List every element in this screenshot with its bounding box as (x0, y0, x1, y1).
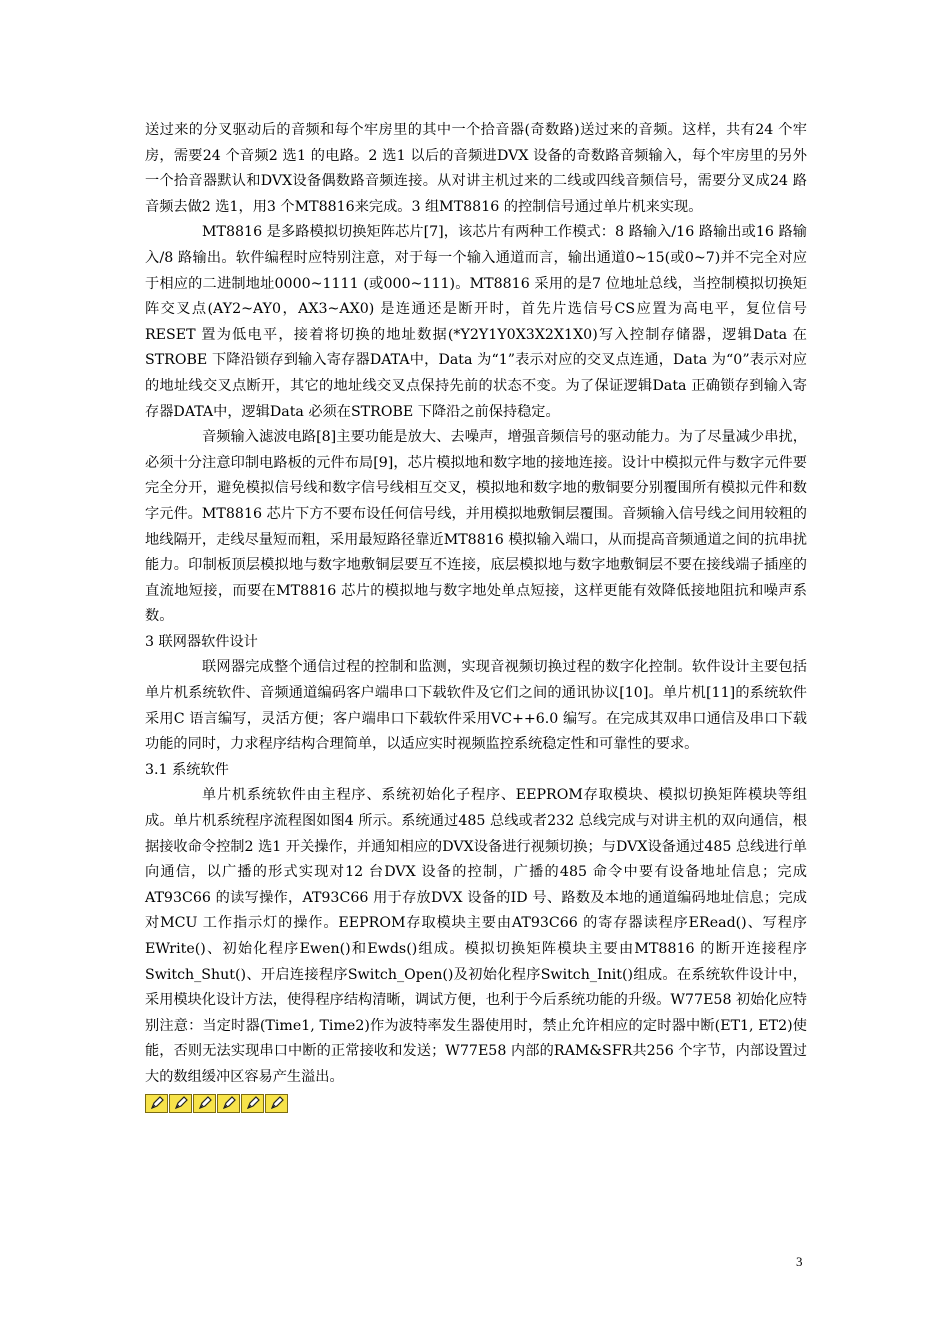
paragraph-3: 音频输入滤波电路[8]主要功能是放大、去噪声，增强音频信号的驱动能力。为了尽量减少串扰，必须十分注意印制电路板的元件布局[9]，芯片模拟地和数字地的接地连接。设计中模拟元件与数字元件要完全分开，避免模拟信号线和数字信号线相互交叉，模拟地和数字地的敷铜要分别覆围所有模拟元件和数字元件。MT8816 芯片下方不要布设任何信号线，并用模拟地敷铜层覆围。音频输入信号线之间用较粗的地线隔开，走线尽量短而粗，采用最短路径靠近MT8816 模拟输入端口，从而提高音频通道之间的抗串扰能力。印制板顶层模拟地与数字地敷铜层要互不连接，底层模拟地与数字地敷铜层不要在接线端子插座的直流地短接，而要在MT8816 芯片的模拟地与数字地处单点短接，这样更能有效降低接地阻抗和噪声系数。 (145, 429, 807, 625)
pen-icon (145, 1094, 168, 1113)
document-body (145, 118, 807, 1113)
paragraph-5: 单片机系统软件由主程序、系统初始化子程序、EEPROM存取模块、模拟切换矩阵模块等组成。单片机系统程序流程图如图4 所示。系统通过485 总线或者232 总线完成与对讲主机的双向通信，根据接收命令控制2 选1 开关操作，并通知相应的DVX设备进行视频切换；与DVX设备通过485 总线进行单向通信，以广播的形式实现对12 台DVX 设备的控制，广播的485 命令中要有设备地址信息；完成AT93C66 的读写操作，AT93C66 用于存放DVX 设备的ID 号、路数及本地的通道编码地址信息；完成对MCU 工作指示灯的操作。EEPROM存取模块主要由AT93C66 的寄存器读程序ERead()、写程序EWrite()、初始化程序Ewen()和Ewds()组成。模拟切换矩阵模块主要由MT8816 的断开连接程序Switch_Shut()、开启连接程序Switch_Open()及初始化程序Switch_Init()组成。在系统软件设计中，采用模块化设计方法，使得程序结构清晰，调试方便，也利于今后系统功能的升级。W77E58 初始化应特别注意：当定时器(Time1, Time2)作为波特率发生器使用时，禁止允许相应的定时器中断(ET1, ET2)使能，否则无法实现串口中断的正常接收和发送；W77E58 内部的RAM&SFR共256 个字节，内部设置过大的数组缓冲区容易产生溢出。 (145, 787, 807, 1085)
pen-icon (193, 1094, 216, 1113)
icon-strip (145, 1094, 807, 1113)
paragraph-1: 送过来的分叉驱动后的音频和每个牢房里的其中一个拾音器(奇数路)送过来的音频。这样，共有24 个牢房，需要24 个音频2 选1 的电路。2 选1 以后的音频进DVX 设备的奇数路音频输入，每个牢房里的另外一个拾音器默认和DVX设备偶数路音频连接。从对讲主机过来的二线或四线音频信号，需要分叉成24 路音频去做2 选1，用3 个MT8816来完成。3 组MT8816 的控制信号通过单片机来实现。 (145, 122, 807, 215)
pen-icon (265, 1094, 288, 1113)
section-heading-3: 3 联网器软件设计 (145, 633, 258, 650)
page-number: 3 (796, 1254, 803, 1269)
section-heading-3-1: 3.1 系统软件 (145, 761, 229, 778)
paragraph-4: 联网器完成整个通信过程的控制和监测，实现音视频切换过程的数字化控制。软件设计主要包括单片机系统软件、音频通道编码客户端串口下载软件及它们之间的通讯协议[10]。单片机[11]的系统软件采用C 语言编写，灵活方便；客户端串口下载软件采用VC++6.0 编写。在完成其双串口通信及串口下载功能的同时，力求程序结构合理简单，以适应实时视频监控系统稳定性和可靠性的要求。 (145, 659, 807, 753)
pen-icon (217, 1094, 240, 1113)
pen-icon (241, 1094, 264, 1113)
pen-icon (169, 1094, 192, 1113)
paragraph-2: MT8816 是多路模拟切换矩阵芯片[7]，该芯片有两种工作模式：8 路输入/16 路输出或16 路输入/8 路输出。软件编程时应特别注意，对于每一个输入通道而言，输出通道0~15(或0~7)并不完全对应于相应的二进制地址0000~1111 (或000~111)。MT8816 采用的是7 位地址总线，当控制模拟切换矩阵交叉点(AY2~AY0，AX3~AX0) 是连通还是断开时，首先片选信号CS应置为高电平，复位信号RESET 置为低电平，接着将切换的地址数据(*Y2Y1Y0X3X2X1X0)写入控制存储器，逻辑Data 在STROBE 下降沿锁存到输入寄存器DATA中，Data 为“1”表示对应的交叉点连通，Data 为“0”表示对应的地址线交叉点断开，其它的地址线交叉点保持先前的状态不变。为了保证逻辑Data 正确锁存到输入寄存器DATA中，逻辑Data 必须在STROBE 下降沿之前保持稳定。 (145, 224, 807, 420)
